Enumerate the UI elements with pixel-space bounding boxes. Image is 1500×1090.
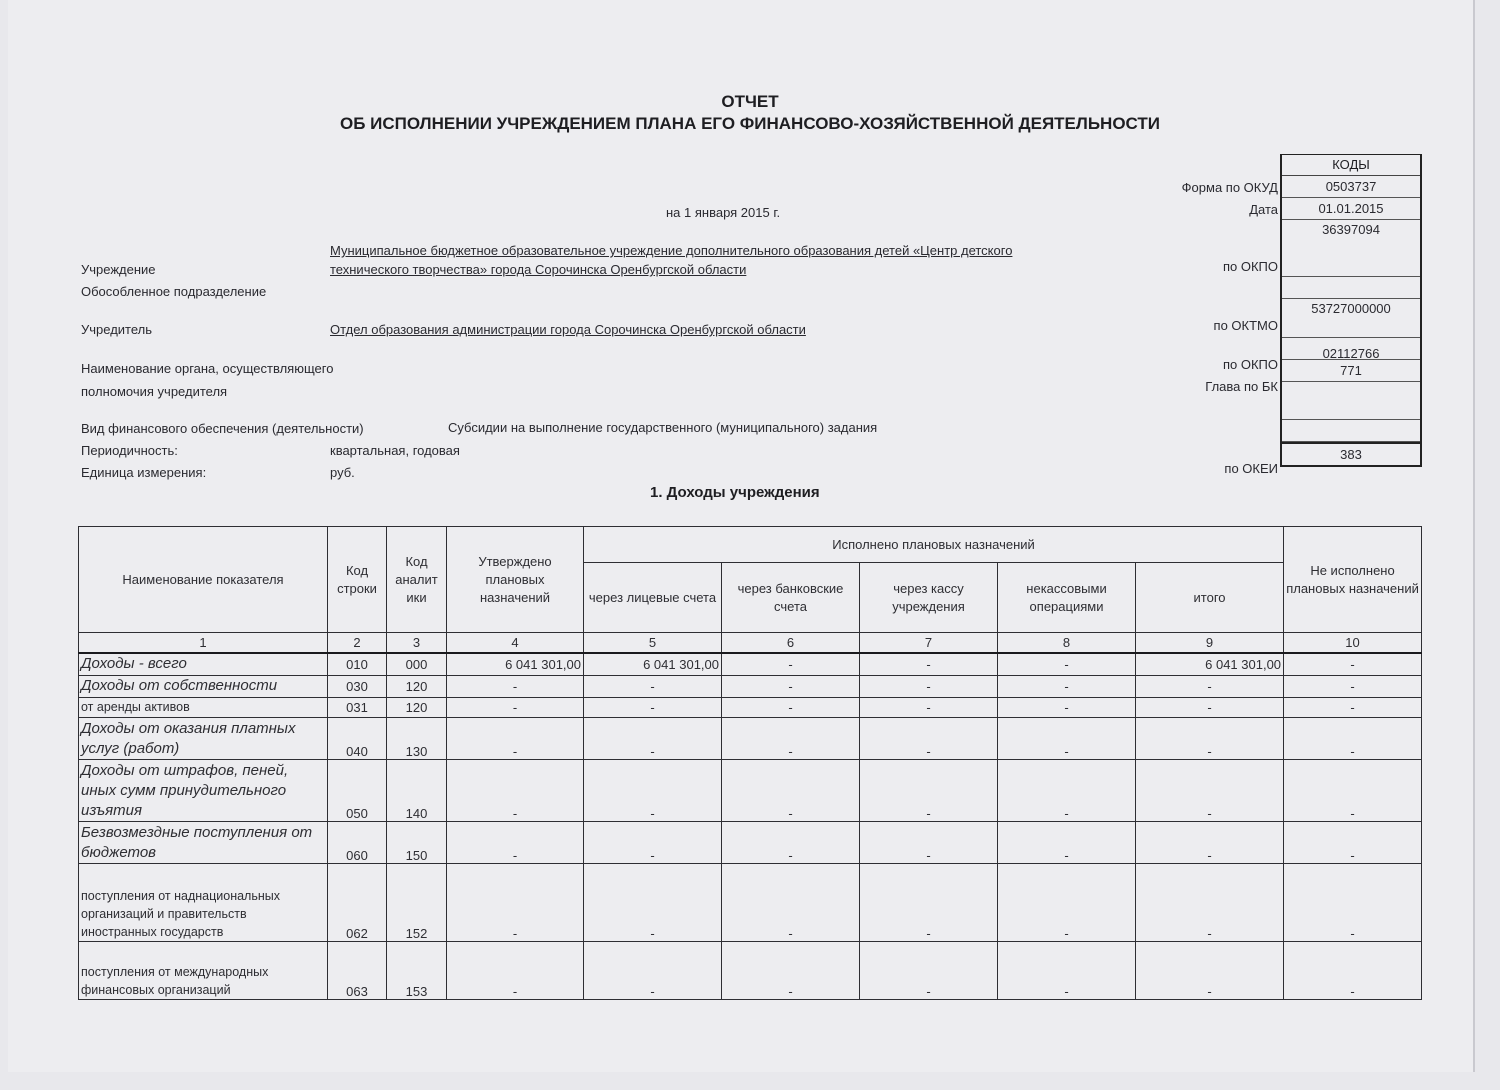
cell-c7: -: [860, 863, 998, 941]
header-code-analytics: Код аналит ики: [387, 527, 447, 633]
cell-c5: -: [584, 821, 722, 863]
row-name: Доходы - всего: [79, 653, 328, 675]
cell-c6: -: [722, 653, 860, 675]
founder-value: [330, 322, 806, 337]
institution-label: Учреждение: [81, 262, 156, 277]
cell-c8: -: [998, 941, 1136, 999]
authority-label-2: полномочия учредителя: [81, 384, 228, 399]
income-table: [78, 526, 1422, 1000]
table-row: [79, 863, 1422, 941]
cell-c10: -: [1284, 863, 1422, 941]
report-date: на 1 января 2015 г.: [666, 205, 781, 220]
authority-label-1: Наименование органа, осуществляющего: [81, 361, 334, 376]
cell-c10: -: [1284, 717, 1422, 759]
cell-c8: -: [998, 717, 1136, 759]
header-code-row: Код строки: [328, 527, 387, 633]
funding-label: Вид финансового обеспечения (деятельности): [81, 421, 364, 436]
cell-c7: -: [860, 675, 998, 697]
row-name: поступления от наднациональных организаций и правительств иностранных государств: [79, 863, 328, 941]
col-number: 8: [998, 633, 1136, 654]
header-noncash: некассовыми операциями: [998, 563, 1136, 633]
institution-line-1: [330, 243, 1012, 258]
okpo-value-1: [1282, 220, 1420, 277]
cell-c4: -: [447, 941, 584, 999]
cell-c5: -: [584, 675, 722, 697]
header-via-cash: через кассу учреждения: [860, 563, 998, 633]
table-row: [79, 717, 1422, 759]
header-via-bank: через банковские счета: [722, 563, 860, 633]
cell-c9: -: [1136, 863, 1284, 941]
cell-c5: 6 041 301,00: [584, 653, 722, 675]
cell-c10: -: [1284, 941, 1422, 999]
cell-c7: -: [860, 697, 998, 717]
cell-anal: 153: [387, 941, 447, 999]
cell-c8: -: [998, 653, 1136, 675]
income-rows: [79, 653, 1422, 999]
cell-c6: -: [722, 821, 860, 863]
row-name: Безвозмездные поступления от бюджетов: [79, 821, 328, 863]
unit-label: Единица измерения:: [81, 465, 207, 480]
row-name: от аренды активов: [79, 697, 328, 717]
header-executed: Исполнено плановых назначений: [584, 527, 1284, 563]
row-name: Доходы от собственности: [79, 675, 328, 697]
cell-c8: -: [998, 675, 1136, 697]
col-number: 9: [1136, 633, 1284, 654]
cell-c6: -: [722, 717, 860, 759]
col-number: 2: [328, 633, 387, 654]
cell-c5: -: [584, 759, 722, 821]
glava-bk-label: Глава по БК: [1205, 379, 1278, 394]
cell-c6: -: [722, 863, 860, 941]
cell-c5: -: [584, 697, 722, 717]
col-number: 4: [447, 633, 584, 654]
col-number: 6: [722, 633, 860, 654]
cell-c7: -: [860, 941, 998, 999]
section-title: 1. Доходы учреждения: [650, 484, 820, 501]
col-number: 1: [79, 633, 328, 654]
table-row: [79, 821, 1422, 863]
cell-anal: 150: [387, 821, 447, 863]
date-label: Дата: [1249, 202, 1278, 217]
cell-c7: -: [860, 653, 998, 675]
date-value: 01.01.2015: [1282, 198, 1420, 220]
funding-value: Субсидии на выполнение государственного (муниципального) задания: [448, 420, 878, 435]
cell-code: 040: [328, 717, 387, 759]
codes-heading: КОДЫ: [1282, 155, 1420, 176]
header-total: итого: [1136, 563, 1284, 633]
cell-anal: 120: [387, 675, 447, 697]
oktmo-value: [1282, 299, 1420, 338]
cell-c5: -: [584, 941, 722, 999]
cell-code: 030: [328, 675, 387, 697]
table-row: [79, 653, 1422, 675]
cell-c6: -: [722, 675, 860, 697]
cell-c9: 6 041 301,00: [1136, 653, 1284, 675]
cell-c4: -: [447, 717, 584, 759]
cell-c7: -: [860, 759, 998, 821]
subdivision-label: Обособленное подразделение: [81, 284, 267, 299]
report-subtitle: ОБ ИСПОЛНЕНИИ УЧРЕЖДЕНИЕМ ПЛАНА ЕГО ФИНАНСОВО-ХОЗЯЙСТВЕННОЙ ДЕЯТЕЛЬНОСТИ: [339, 114, 1161, 133]
codes-box: [1280, 154, 1422, 467]
header-via-accounts: через лицевые счета: [584, 563, 722, 633]
founder-label: Учредитель: [81, 322, 153, 337]
period-label: Периодичность:: [81, 443, 178, 458]
cell-c4: -: [447, 863, 584, 941]
okpo-value-2: 02112766: [1282, 338, 1420, 360]
cell-c8: -: [998, 759, 1136, 821]
okud-label: Форма по ОКУД: [1181, 180, 1278, 195]
cell-c10: -: [1284, 821, 1422, 863]
okei-label: по ОКЕИ: [1224, 461, 1278, 476]
table-row: [79, 759, 1422, 821]
cell-c4: -: [447, 821, 584, 863]
cell-c8: -: [998, 821, 1136, 863]
header-approved: Утверждено плановых назначений: [447, 527, 584, 633]
cell-c4: -: [447, 759, 584, 821]
institution-line-2: [330, 262, 746, 277]
cell-c8: -: [998, 863, 1136, 941]
cell-c9: -: [1136, 717, 1284, 759]
cell-anal: 140: [387, 759, 447, 821]
col-number: 5: [584, 633, 722, 654]
cell-code: 010: [328, 653, 387, 675]
table-row: [79, 675, 1422, 697]
blank-code-row-2: [1282, 382, 1420, 420]
row-name: Доходы от оказания платных услуг (работ): [79, 717, 328, 759]
cell-c5: -: [584, 863, 722, 941]
col-number: 3: [387, 633, 447, 654]
report-title: ОТЧЕТ: [721, 92, 779, 111]
institution-line-1-text: Муниципальное бюджетное образовательное учреждение дополнительного образования детей «Центр детского: [330, 243, 1013, 258]
cell-c9: -: [1136, 697, 1284, 717]
cell-code: 062: [328, 863, 387, 941]
cell-c6: -: [722, 941, 860, 999]
cell-c7: -: [860, 821, 998, 863]
column-number-row: [79, 633, 1422, 654]
cell-c10: -: [1284, 653, 1422, 675]
cell-code: 063: [328, 941, 387, 999]
cell-anal: 152: [387, 863, 447, 941]
cell-c6: -: [722, 759, 860, 821]
cell-c10: -: [1284, 759, 1422, 821]
unit-value: руб.: [330, 465, 355, 480]
cell-c9: -: [1136, 821, 1284, 863]
header-not-executed: Не исполнено плановых назначений: [1284, 527, 1422, 633]
table-row: [79, 941, 1422, 999]
cell-c9: -: [1136, 759, 1284, 821]
cell-c10: -: [1284, 697, 1422, 717]
cell-c10: -: [1284, 675, 1422, 697]
cell-c9: -: [1136, 941, 1284, 999]
cell-c4: 6 041 301,00: [447, 653, 584, 675]
cell-c4: -: [447, 675, 584, 697]
cell-code: 050: [328, 759, 387, 821]
cell-c7: -: [860, 717, 998, 759]
cell-code: 060: [328, 821, 387, 863]
header-name: Наименование показателя: [79, 527, 328, 633]
period-value: квартальная, годовая: [330, 443, 460, 458]
founder-value-text: Отдел образования администрации города Сорочинска Оренбургской области: [330, 322, 806, 337]
row-name: поступления от международных финансовых организаций: [79, 941, 328, 999]
cell-c4: -: [447, 697, 584, 717]
institution-line-2-text: технического творчества» города Сорочинска Оренбургской области: [330, 262, 747, 277]
okud-value: 0503737: [1282, 176, 1420, 198]
cell-c9: -: [1136, 675, 1284, 697]
row-name: Доходы от штрафов, пеней, иных сумм принудительного изъятия: [79, 759, 328, 821]
cell-c6: -: [722, 697, 860, 717]
okpo-label-2: по ОКПО: [1222, 357, 1278, 372]
okei-value: 383: [1282, 442, 1420, 465]
cell-code: 031: [328, 697, 387, 717]
oktmo-value-text: 53727000000: [1311, 301, 1391, 316]
cell-c5: -: [584, 717, 722, 759]
blank-code-row-3: [1282, 420, 1420, 442]
cell-anal: 130: [387, 717, 447, 759]
cell-c8: -: [998, 697, 1136, 717]
okpo-value-1-text: 36397094: [1322, 222, 1380, 237]
blank-code-row-1: [1282, 277, 1420, 299]
col-number: 10: [1284, 633, 1422, 654]
okpo-label-1: по ОКПО: [1222, 259, 1278, 274]
col-number: 7: [860, 633, 998, 654]
table-row: [79, 697, 1422, 717]
glava-bk-value: 771: [1282, 360, 1420, 382]
cell-anal: 000: [387, 653, 447, 675]
oktmo-label: по ОКТМО: [1213, 318, 1278, 333]
cell-anal: 120: [387, 697, 447, 717]
